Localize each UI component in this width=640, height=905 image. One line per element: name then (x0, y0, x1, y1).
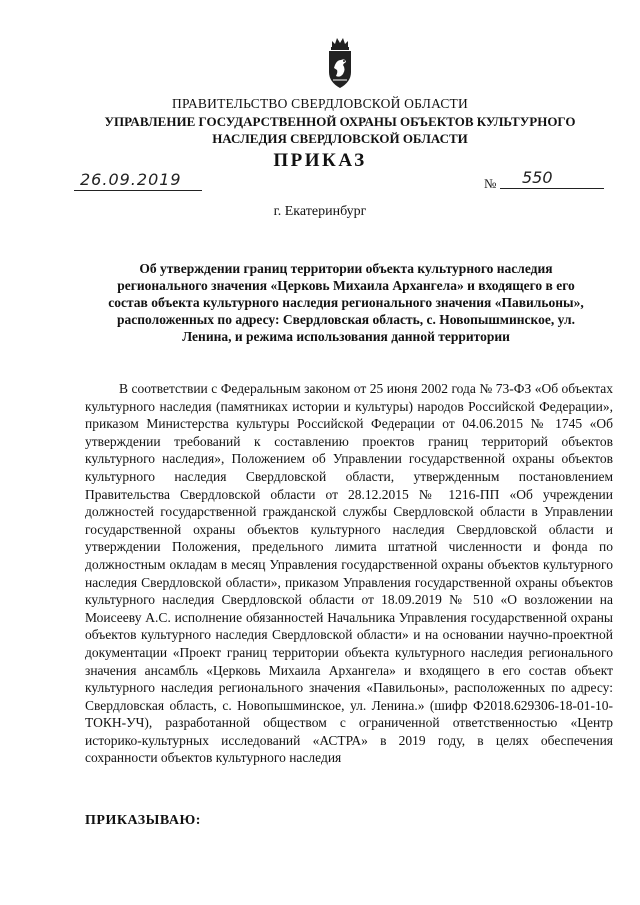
coat-of-arms-icon (325, 36, 355, 90)
order-preamble: В соответствии с Федеральным законом от 25 июня 2002 года № 73-ФЗ «Об объектах культурного наследия (памятниках истории и культуры) народов Российской Федерации», приказом Министерства культуры Российской Федерации от 04.06.2015 № 1745 «Об утверждении требований к составлению проектов границ территорий объектов культурного наследия», Положением об Управлении государственной охраны объектов культурного наследия Свердловской области, утвержденным постановлением Правительства Свердловской области от 28.12.2015 № 1216-ПП «Об учреждении должностей государственной гражданской службы Свердловской области в Управлении государственной охраны объектов культурного наследия Свердловской области и утверждении Положения, предельного лимита штатной численности и фонда по должностным окладам в месяц Управления государственной охраны объектов культурного наследия Свердловской области», приказом Управления государственной охраны объектов культурного наследия Свердловской области от 18.09.2019 № 510 «О возложении на Моисееву А.С. исполнение обязанностей Начальника Управления государственной охраны объектов культурного наследия Свердловской области» и на основании научно-проектной документации «Проект границ территории объекта культурного наследия регионального значения ансамбль «Церковь Михаила Архангела» и входящего в его состав объект культурного наследия регионального значения «Павильоны», расположенных по адресу: Свердловская область, с. Новопышминское, ул. Ленина.» (шифр Ф2018.629306-18-01-10-ТОКН-УЧ), разработанной обществом с ограниченной ответственностью «Центр историко-культурных исследований «АСТРА» в 2019 году, в целях обеспечения сохранности объектов культурного наследия (85, 381, 613, 766)
government-name: ПРАВИТЕЛЬСТВО СВЕРДЛОВСКОЙ ОБЛАСТИ (172, 96, 468, 111)
order-city: г. Екатеринбург (273, 204, 367, 219)
order-command: ПРИКАЗЫВАЮ: (85, 813, 201, 828)
order-title: ПРИКАЗ (273, 150, 367, 171)
order-date: 26.09.2019 (74, 170, 202, 191)
order-number-label: № (484, 176, 497, 191)
order-number: 550 (500, 168, 604, 189)
department-name: УПРАВЛЕНИЕ ГОСУДАРСТВЕННОЙ ОХРАНЫ ОБЪЕКТОВ КУЛЬТУРНОГО НАСЛЕДИЯ СВЕРДЛОВСКОЙ ОБЛАСТИ (104, 114, 576, 146)
order-subject: Об утверждении границ территории объекта культурного наследия регионального значения «Церковь Михаила Архангела» и входящего в его состав объекта культурного наследия регионального значения «Павильоны», расположенных по адресу: Свердловская область, с. Новопышминское, ул. Ленина, и режима использования данной территории (108, 261, 584, 344)
